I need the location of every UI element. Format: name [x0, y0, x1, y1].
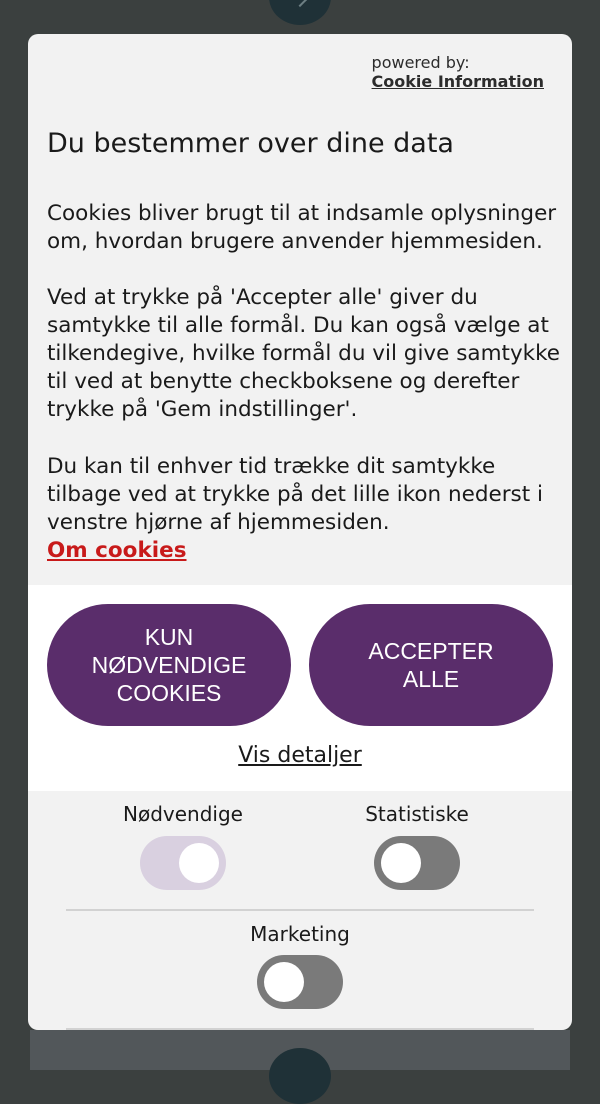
divider-bottom: [66, 1028, 534, 1030]
necessary-only-label: KUN NØDVENDIGE COOKIES: [91, 624, 247, 706]
dialog-title: Du bestemmer over dine data: [47, 128, 454, 159]
powered-by-label: powered by:: [371, 53, 470, 72]
background-nav-circle: [269, 0, 331, 25]
toggle-label-marketing: Marketing: [250, 922, 350, 946]
show-details-link[interactable]: Vis detaljer: [238, 743, 362, 768]
toggle-statistics[interactable]: [374, 836, 460, 890]
toggle-marketing[interactable]: [257, 955, 343, 1009]
toggle-knob: [179, 843, 219, 883]
cookie-information-link[interactable]: Cookie Information: [371, 72, 544, 91]
accept-all-label: ACCEPTER ALLE: [368, 638, 494, 692]
background-nav-circle-bottom: [269, 1048, 331, 1104]
toggle-label-statistics: Statistiske: [365, 802, 469, 826]
toggle-knob: [381, 843, 421, 883]
powered-by: [372, 53, 544, 91]
buttons-area: [28, 585, 572, 791]
withdraw-paragraph: Du kan til enhver tid trække dit samtykke tilbage ved at trykke på det lille ikon nederst i venstre hjørne af hjemmesiden.: [47, 454, 544, 535]
divider: [66, 909, 534, 911]
chevron-icon: [293, 0, 307, 7]
toggle-knob: [264, 962, 304, 1002]
toggle-necessary: [140, 836, 226, 890]
accept-all-button[interactable]: [309, 604, 553, 726]
intro-paragraph: Cookies bliver brugt til at indsamle oplysninger om, hvordan brugere anvender hjemmesiden.: [47, 201, 557, 254]
cookie-consent-dialog: [28, 34, 572, 1030]
necessary-only-button[interactable]: [47, 604, 291, 726]
toggle-label-necessary: Nødvendige: [123, 802, 243, 826]
about-cookies-link[interactable]: Om cookies: [47, 538, 187, 563]
consent-paragraph: Ved at trykke på 'Accepter alle' giver du samtykke til alle formål. Du kan også vælge at tilkendegive, hvilke formål du vil give samtykke til ved at benytte checkboksene og derefter trykke på 'Gem indstillinger'.: [47, 285, 561, 422]
